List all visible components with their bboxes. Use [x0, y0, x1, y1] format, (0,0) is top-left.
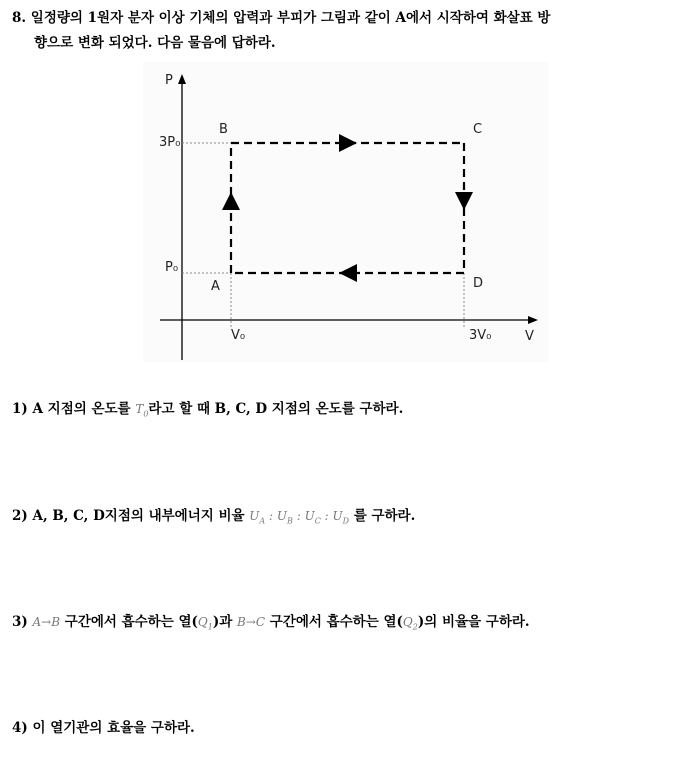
tick-v0-label: V₀	[231, 328, 246, 343]
pv-diagram	[143, 62, 548, 362]
tick-3v0-label: 3V₀	[469, 328, 492, 343]
arrow-right-icon	[339, 134, 357, 152]
q3-path-ab: A→B	[32, 615, 61, 629]
q3-q1-symbol: $Q_1$	[197, 615, 213, 632]
q1-prefix: 1) A 지점의 온도를	[12, 401, 136, 417]
point-b-label: B	[219, 122, 228, 137]
q3-path-bc: B→C	[236, 615, 266, 629]
q4-text: 4) 이 열기관의 효율을 구하라.	[12, 720, 195, 736]
q3-q2-symbol: $Q_2$	[402, 615, 418, 632]
problem-statement	[12, 6, 677, 56]
question-2	[12, 504, 677, 525]
question-3	[12, 610, 677, 631]
question-1	[12, 397, 677, 418]
q3-text-2: )과	[212, 614, 237, 630]
q2-suffix: 를 구하라.	[349, 508, 416, 524]
q3-number: 3)	[12, 614, 33, 630]
arrow-down-icon	[455, 192, 473, 210]
problem-line-1: 8. 일정량의 1원자 분자 이상 기체의 압력과 부피가 그림과 같이 A에서 시작하여 화살표 방	[12, 10, 551, 26]
point-a-label: A	[211, 279, 220, 294]
point-c-label: C	[473, 122, 483, 137]
pv-diagram-svg	[143, 62, 548, 362]
q1-suffix: 라고 할 때 B, C, D 지점의 온도를 구하라.	[148, 401, 404, 417]
q2-prefix: 2) A, B, C, D지점의 내부에너지 비율	[12, 508, 250, 524]
problem-line-2: 향으로 변화 되었다. 다음 물음에 답하라.	[34, 35, 276, 51]
q3-text-1: 구간에서 흡수하는 열(	[60, 614, 198, 630]
tick-p0-label: P₀	[165, 260, 179, 275]
q3-text-3: 구간에서 흡수하는 열(	[265, 614, 403, 630]
q1-symbol: $T_0$	[135, 402, 149, 419]
point-d-label: D	[473, 276, 484, 291]
arrow-left-icon	[339, 264, 357, 282]
p-axis-label: P	[165, 73, 173, 88]
tick-3p0-label: 3P₀	[159, 135, 181, 150]
v-axis-label: V	[525, 329, 534, 344]
q3-suffix: )의 비율을 구하라.	[417, 614, 530, 630]
question-4	[12, 716, 677, 736]
q2-ratio: $U_A$ : $U_B$ : $U_C$ : $U_D$	[249, 509, 350, 526]
v-axis-arrow-icon	[528, 316, 538, 324]
p-axis-arrow-icon	[178, 74, 186, 84]
arrow-up-icon	[222, 192, 240, 210]
